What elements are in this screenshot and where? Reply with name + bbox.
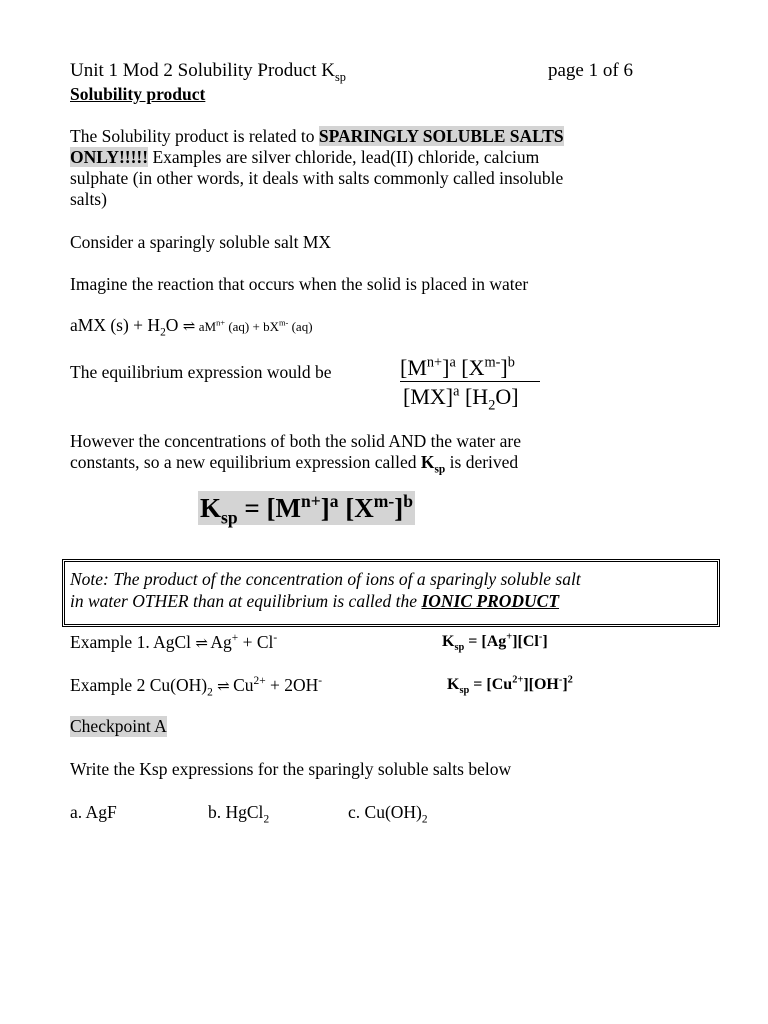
- item-c: c. $Cu(OH)_2$: [348, 802, 428, 826]
- example-1: Example 1. AgCl ⇌ Ag+ + Cl-: [70, 632, 278, 652]
- item-b: b. HgCl$_2$: [208, 802, 270, 826]
- example-2: Example 2 $Cu(OH)_2$ ⇌ $Cu^{2+} + 2OH^-$: [70, 675, 323, 699]
- page-number: page 1 of 6: [548, 60, 633, 81]
- equilibrium-arrow-icon: ⇌: [182, 319, 195, 335]
- intro-line-2: ONLY!!!!! Examples are silver chloride, lead(II) chloride, calcium: [70, 147, 540, 167]
- example-2-ksp: $K_{sp} = [Cu^{2+}][OH^-]^2$: [447, 674, 573, 697]
- equilibrium-numerator: $[M^{n+}]^a$ $[X^{m-}]^b$: [400, 354, 515, 380]
- note-box: [62, 559, 720, 627]
- page-title: Unit 1 Mod 2 Solubility Product $K_{sp}$: [70, 60, 346, 84]
- intro-line-1: The Solubility product is related to SPARINGLY SOLUBLE SALTS: [70, 126, 564, 146]
- equilibrium-arrow-icon: ⇌: [195, 636, 207, 652]
- however-line-1: However the concentrations of both the solid AND the water are: [70, 431, 521, 451]
- note-text: Note: The product of the concentration of ions of a sparingly soluble salt in water OTHER than at equilibrium is called the IONIC PRODUCT: [70, 569, 581, 611]
- checkpoint-label: Checkpoint A: [70, 716, 167, 736]
- consider-text: Consider a sparingly soluble salt MX: [70, 232, 332, 252]
- however-line-2: constants, so a new equilibrium expression called $K_{sp}$ is derived: [70, 452, 519, 476]
- imagine-text: Imagine the reaction that occurs when the solid is placed in water: [70, 274, 529, 294]
- ksp-expression: $K_{sp} = [M^{n+}]^a$ $[X^{m-}]^b$: [200, 491, 413, 528]
- section-title: Solubility product: [70, 84, 206, 104]
- equilibrium-arrow-icon: ⇌: [217, 679, 229, 695]
- intro-line-4: salts): [70, 189, 107, 209]
- write-instruction: Write the Ksp expressions for the sparingly soluble salts below: [70, 759, 512, 779]
- item-a: a. AgF: [70, 802, 117, 822]
- equilibrium-denominator: [MX]$^a$ $[H_2O]$: [403, 383, 519, 414]
- example-1-ksp: $K_{sp} = [Ag^+][Cl^-]$: [442, 631, 548, 654]
- reaction-equation: aMX $(s) + H_2O$ ⇌ $aM^{n+}$ $(aq) + bX^{m-}$ (aq): [70, 315, 313, 339]
- equilibrium-label: The equilibrium expression would be: [70, 362, 332, 382]
- fraction-bar: [400, 381, 540, 382]
- intro-line-3: sulphate (in other words, it deals with salts commonly called insoluble: [70, 168, 564, 188]
